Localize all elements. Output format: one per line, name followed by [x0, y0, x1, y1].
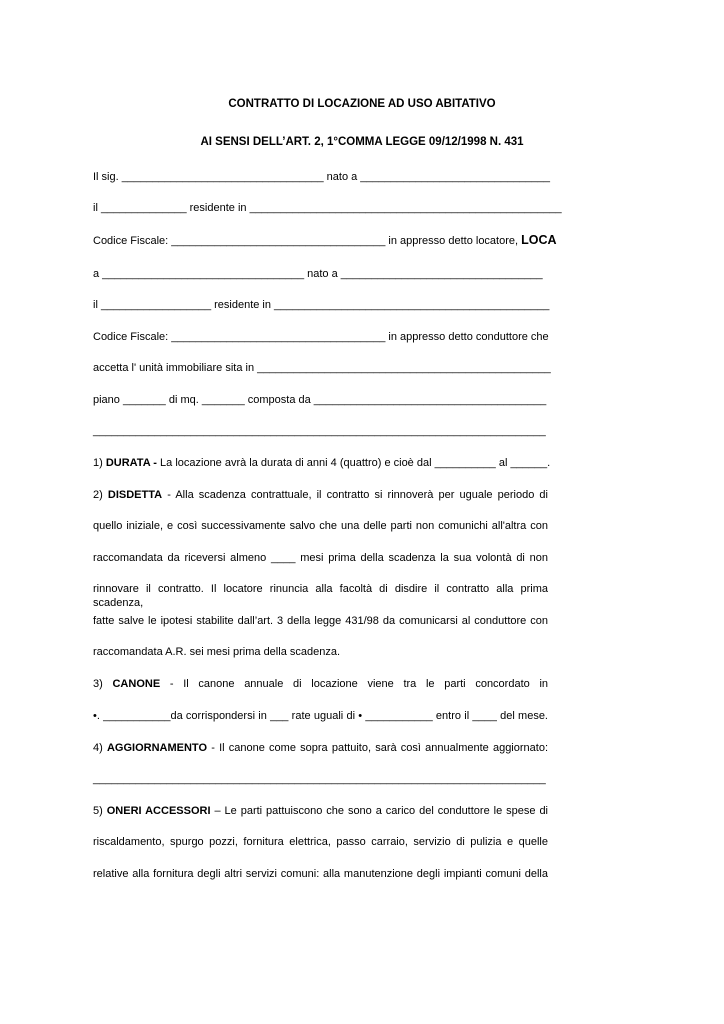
clause-durata-heading: DURATA - [105, 457, 157, 469]
clause-canone-text-1: - Il canone annuale di locazione viene tra le parti concordato in [169, 678, 549, 690]
conduttore-line-3: Codice Fiscale: ___________________________________ in appresso detto conduttore che [93, 331, 549, 343]
locatore-line-3-text: Codice Fiscale: ___________________________________ in appresso detto locatore, [93, 235, 519, 247]
clause-disdetta-number: 2) [93, 489, 103, 501]
clause-oneri-heading: ONERI ACCESSORI [106, 805, 211, 817]
clause-aggiornamento-separator: __________________________________________________________________________ [93, 773, 546, 785]
clause-canone-line-2: •. ___________da corrispondersi in ___ rate uguali di • ___________ entro il ____ del mese. [93, 710, 548, 722]
clause-oneri-text-1: – Le parti pattuiscono che sono a carico del conduttore le spese di [214, 805, 549, 817]
clause-disdetta-line-4: rinnovare il contratto. Il locatore rinuncia alla facoltà di disdire il contratto alla prima scadenza, [93, 583, 548, 609]
clause-oneri-line-2: riscaldamento, spurgo pozzi, fornitura elettrica, passo carraio, servizio di pulizia e quelle [93, 836, 548, 848]
clause-disdetta-line-1 [93, 488, 548, 502]
locatore-emph: LOCA [521, 233, 557, 247]
conduttore-line-2: il __________________ residente in _____________________________________________ [93, 299, 550, 311]
clause-oneri-number: 5) [93, 805, 103, 817]
conduttore-line-1: a _________________________________ nato a _________________________________ [93, 268, 543, 280]
document-title: CONTRATTO DI LOCAZIONE AD USO ABITATIVO [228, 98, 496, 110]
clause-canone-line-1 [93, 677, 548, 691]
clause-aggiornamento-heading: AGGIORNAMENTO [106, 742, 208, 754]
immobile-line-2: piano _______ di mq. _______ composta da ______________________________________ [93, 394, 547, 406]
document-subtitle: AI SENSI DELL’ART. 2, 1°COMMA LEGGE 09/12/1998 N. 431 [200, 136, 524, 148]
clause-disdetta-line-3: raccomandata da riceversi almeno ____ mesi prima della scadenza la sua volontà di non [93, 552, 548, 564]
locatore-line-2: il ______________ residente in ___________________________________________________ [93, 202, 562, 214]
clause-disdetta-text-1: - Alla scadenza contrattuale, il contratto si rinnoverà per uguale periodo di [167, 489, 548, 501]
clause-durata-text: La locazione avrà la durata di anni 4 (quattro) e cioè dal __________ al ______. [160, 457, 551, 469]
locatore-line-1: Il sig. _________________________________ nato a _______________________________ [93, 171, 550, 183]
clause-disdetta-heading: DISDETTA [107, 489, 163, 501]
clause-canone-number: 3) [93, 678, 103, 690]
clause-disdetta-line-5: fatte salve le ipotesi stabilite dall’art. 3 della legge 431/98 da comunicarsi al conduttore con [93, 615, 548, 627]
clause-aggiornamento-number: 4) [93, 742, 103, 754]
clause-durata-number: 1) [93, 457, 103, 469]
immobile-line-1: accetta l' unità immobiliare sita in ________________________________________________ [93, 362, 551, 374]
clause-disdetta-line-6: raccomandata A.R. sei mesi prima della scadenza. [93, 646, 341, 658]
clause-oneri-line-1 [93, 804, 548, 818]
clause-canone-heading: CANONE [112, 678, 161, 690]
clause-oneri-line-3: relative alla fornitura degli altri servizi comuni: alla manutenzione degli impianti comuni della [93, 868, 548, 880]
clause-disdetta-line-2: quello iniziale, e così successivamente salvo che una delle parti non comunichi all'altra con [93, 520, 548, 532]
clause-durata [93, 456, 551, 470]
clause-aggiornamento-line-1 [93, 741, 548, 755]
locatore-line-3 [93, 233, 557, 248]
clause-aggiornamento-text-1: - Il canone come sopra pattuito, sarà così annualmente aggiornato: [211, 742, 549, 754]
separator-line: __________________________________________________________________________ [93, 425, 546, 437]
